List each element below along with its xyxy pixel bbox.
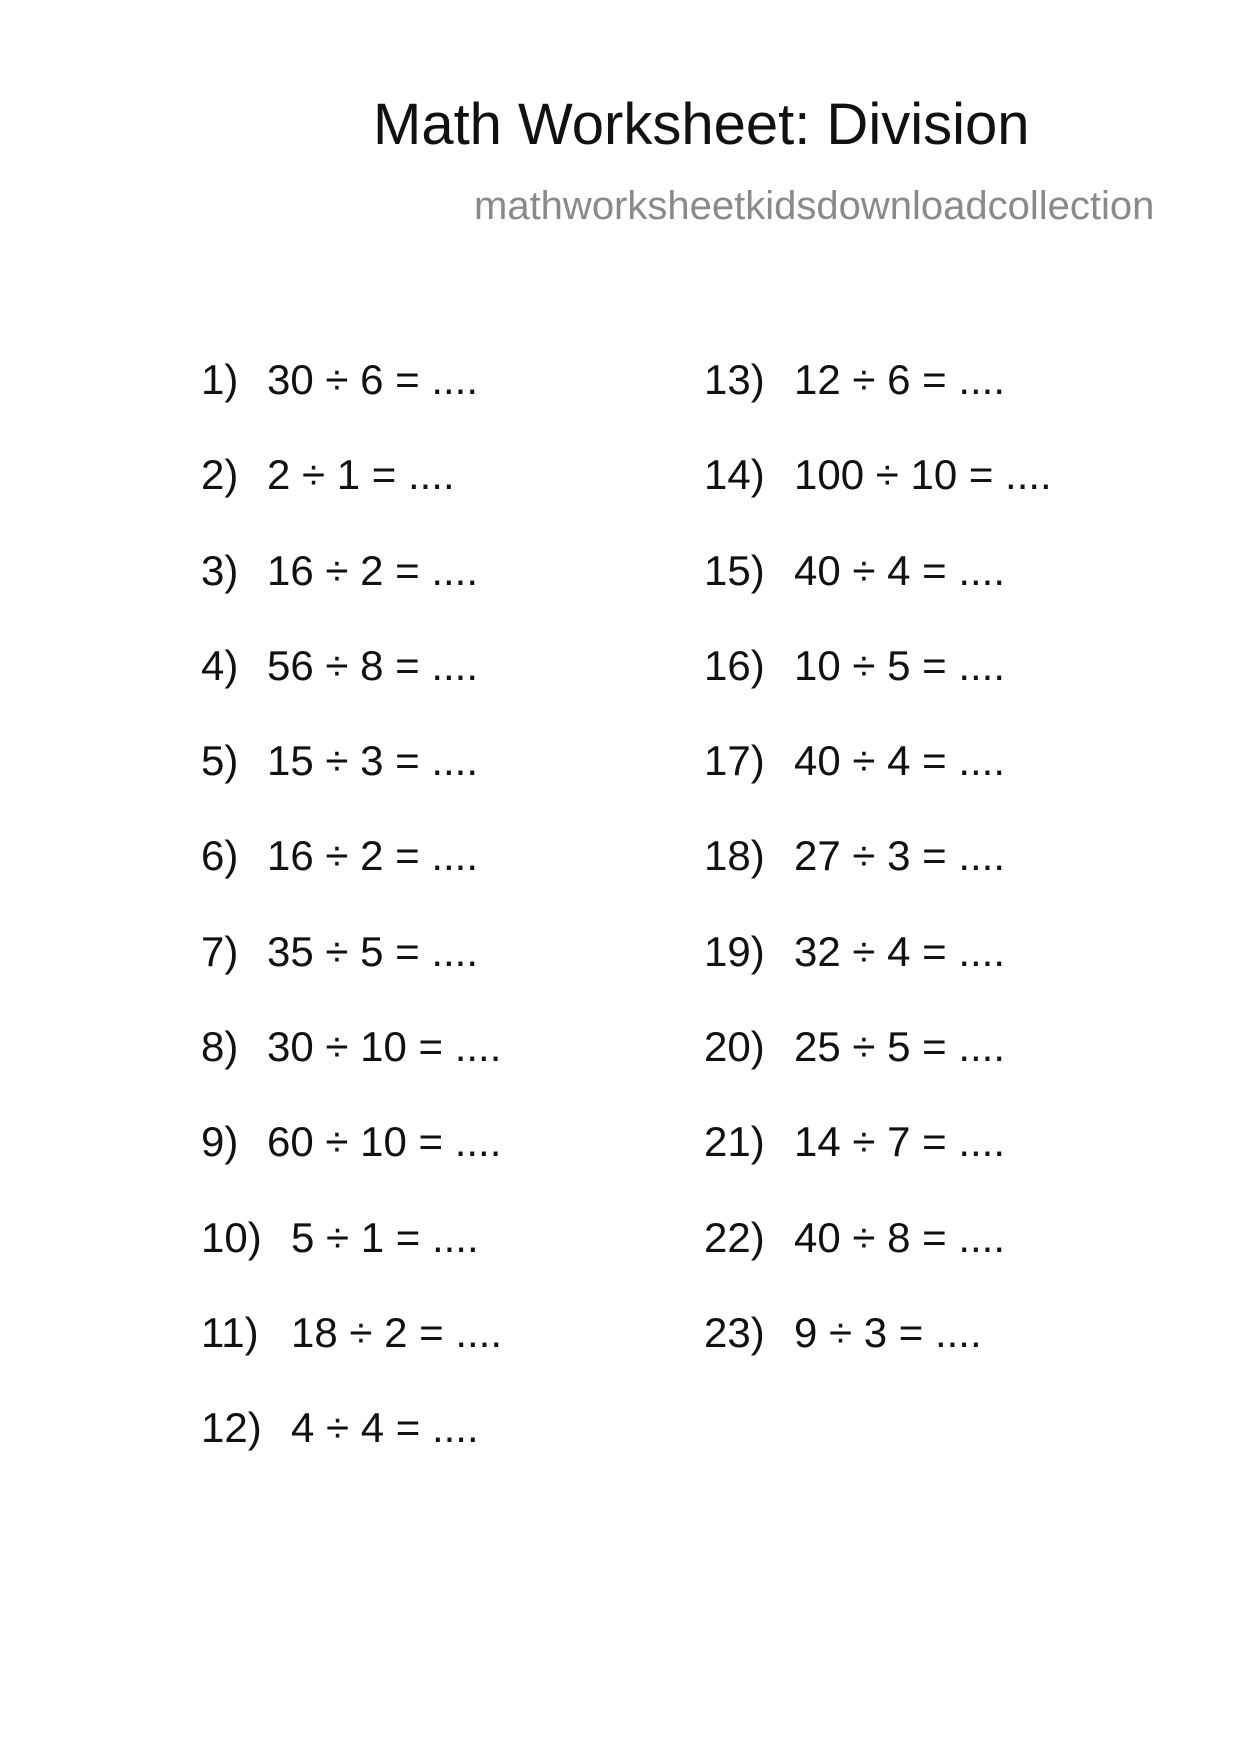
problem-expression: 9 ÷ 3 = ....: [794, 1308, 982, 1356]
problem-number: 19): [704, 927, 765, 975]
problem-number: 5): [201, 737, 239, 785]
problem-item: [704, 451, 1052, 546]
problem-item: [704, 642, 1052, 737]
problem-number: 16): [704, 641, 765, 689]
problem-item: [201, 1214, 502, 1309]
problem-expression: 25 ÷ 5 = ....: [794, 1023, 1006, 1071]
problem-item: [704, 737, 1052, 832]
problem-item: [201, 1023, 502, 1118]
problem-expression: 40 ÷ 8 = ....: [794, 1213, 1006, 1261]
problems-column-left: [201, 356, 502, 1500]
problem-item: [201, 1118, 502, 1213]
problem-expression: 15 ÷ 3 = ....: [267, 737, 479, 785]
problem-number: 23): [704, 1308, 765, 1356]
problem-item: [201, 1404, 502, 1499]
problem-expression: 18 ÷ 2 = ....: [291, 1308, 503, 1356]
problem-item: [201, 547, 502, 642]
problem-item: [704, 1214, 1052, 1309]
problem-item: [201, 451, 502, 546]
problem-number: 9): [201, 1118, 239, 1166]
problem-number: 17): [704, 737, 765, 785]
problem-item: [201, 642, 502, 737]
problem-number: 11): [201, 1308, 259, 1356]
problem-number: 21): [704, 1118, 765, 1166]
problem-expression: 2 ÷ 1 = ....: [267, 451, 455, 499]
problem-number: 10): [201, 1213, 262, 1261]
problem-item: [704, 832, 1052, 927]
problem-number: 1): [201, 356, 239, 403]
problem-item: [704, 1118, 1052, 1213]
problem-number: 7): [201, 927, 239, 975]
problem-number: 6): [201, 832, 239, 880]
problem-item: [704, 356, 1052, 451]
problem-item: [704, 928, 1052, 1023]
problem-expression: 16 ÷ 2 = ....: [267, 832, 479, 880]
problem-item: [201, 737, 502, 832]
problem-expression: 60 ÷ 10 = ....: [267, 1118, 502, 1166]
problem-number: 2): [201, 451, 239, 499]
problem-expression: 35 ÷ 5 = ....: [267, 927, 479, 975]
problem-expression: 30 ÷ 10 = ....: [267, 1023, 502, 1071]
problem-expression: 56 ÷ 8 = ....: [267, 641, 479, 689]
problem-number: 18): [704, 832, 765, 880]
problem-number: 12): [201, 1404, 262, 1452]
problem-number: 4): [201, 641, 239, 689]
site-watermark: mathworksheetkidsdownloadcollection: [474, 184, 1155, 228]
problem-expression: 30 ÷ 6 = ....: [267, 356, 479, 403]
problem-number: 22): [704, 1213, 765, 1261]
problem-item: [201, 832, 502, 927]
problem-expression: 100 ÷ 10 = ....: [794, 451, 1052, 499]
problem-item: [704, 1309, 1052, 1404]
problem-item: [704, 1023, 1052, 1118]
problem-expression: 4 ÷ 4 = ....: [291, 1404, 479, 1452]
problem-expression: 40 ÷ 4 = ....: [794, 737, 1006, 785]
problem-number: 8): [201, 1023, 239, 1071]
page-title: Math Worksheet: Division: [373, 92, 1030, 157]
problem-number: 13): [704, 356, 765, 403]
problem-item: [704, 547, 1052, 642]
problem-item: [201, 1309, 502, 1404]
problem-expression: 10 ÷ 5 = ....: [794, 641, 1006, 689]
problem-expression: 40 ÷ 4 = ....: [794, 546, 1006, 594]
problem-expression: 16 ÷ 2 = ....: [267, 546, 479, 594]
problem-number: 15): [704, 546, 765, 594]
problems-column-right: [704, 356, 1052, 1404]
problem-item: [201, 356, 502, 451]
problem-expression: 12 ÷ 6 = ....: [794, 356, 1006, 403]
problem-expression: 14 ÷ 7 = ....: [794, 1118, 1006, 1166]
problem-number: 3): [201, 546, 239, 594]
problem-number: 14): [704, 451, 765, 499]
problem-expression: 32 ÷ 4 = ....: [794, 927, 1006, 975]
problem-expression: 5 ÷ 1 = ....: [291, 1213, 479, 1261]
problem-item: [201, 928, 502, 1023]
problem-number: 20): [704, 1023, 765, 1071]
problem-expression: 27 ÷ 3 = ....: [794, 832, 1006, 880]
